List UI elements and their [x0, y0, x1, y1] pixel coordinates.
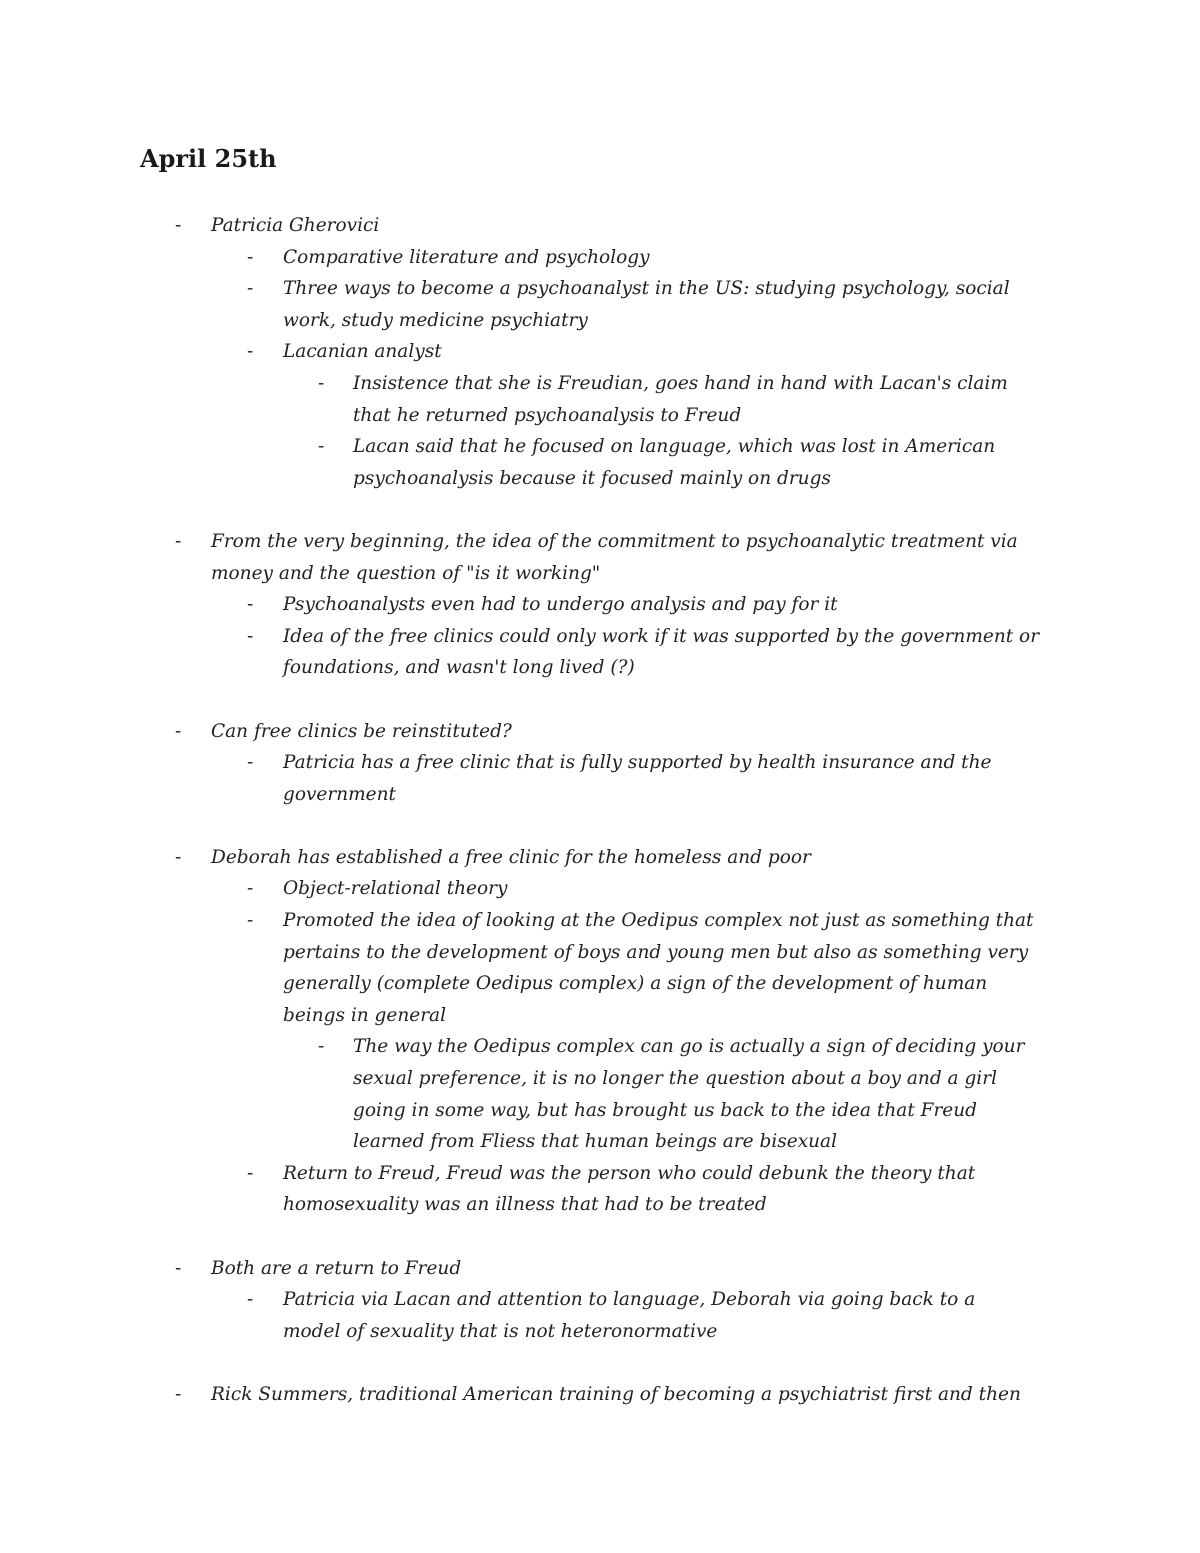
- note-text: learned from Fliess that human beings are bisexual: [353, 1131, 837, 1153]
- note-line: [0, 1031, 1200, 1063]
- bullet-dash: -: [175, 215, 182, 236]
- note-text: The way the Oedipus complex can go is actually a sign of deciding your: [353, 1036, 1025, 1058]
- note-text: Deborah has established a free clinic for the homeless and poor: [211, 846, 811, 868]
- blank-line: [0, 684, 1200, 716]
- bullet-dash: -: [318, 372, 325, 394]
- note-line: [0, 842, 1200, 874]
- note-text: Return to Freud, Freud was the person who could debunk the theory that: [283, 1162, 976, 1184]
- note-line: [0, 1126, 1200, 1158]
- note-text: model of sexuality that is not heteronormative: [283, 1320, 718, 1342]
- blank-line: [0, 1221, 1200, 1253]
- blank-line: [0, 1347, 1200, 1379]
- note-text: pertains to the development of boys and young men but also as something very: [283, 941, 1029, 963]
- note-text: Lacan said that he focused on language, which was lost in American: [353, 436, 996, 458]
- bullet-dash: -: [175, 720, 182, 742]
- bullet-dash: -: [247, 1289, 254, 1311]
- note-line: [0, 1284, 1200, 1316]
- bullet-dash: -: [247, 910, 254, 932]
- note-line: [0, 589, 1200, 621]
- note-line: [0, 652, 1200, 684]
- note-line: [0, 463, 1200, 495]
- note-line: [0, 242, 1200, 274]
- note-text: Patricia has a free clinic that is fully supported by health insurance and the: [283, 752, 992, 774]
- note-text: Psychoanalysts even had to undergo analysis and pay for it: [283, 594, 838, 616]
- note-text: From the very beginning, the idea of the commitment to psychoanalytic treatment via: [211, 530, 1018, 552]
- note-text: Lacanian analyst: [283, 341, 442, 363]
- note-text: beings in general: [283, 1004, 446, 1026]
- note-line: [0, 368, 1200, 400]
- note-text: money and the question of "is it working": [211, 562, 601, 584]
- note-text: work, study medicine psychiatry: [283, 309, 588, 331]
- note-text: Object-relational theory: [283, 878, 508, 900]
- bullet-dash: -: [247, 278, 254, 300]
- note-text: Insistence that she is Freudian, goes hand in hand with Lacan's claim: [353, 372, 1008, 394]
- note-text: Promoted the idea of looking at the Oedipus complex not just as something that: [283, 910, 1034, 932]
- note-line: [0, 1253, 1200, 1285]
- note-line: [0, 873, 1200, 905]
- note-text: going in some way, but has brought us back to the idea that Freud: [353, 1099, 978, 1121]
- note-line: [0, 937, 1200, 969]
- note-text: sexual preference, it is no longer the question about a boy and a girl: [353, 1068, 997, 1090]
- note-line: [0, 1063, 1200, 1095]
- bullet-dash: -: [247, 878, 254, 900]
- note-text: generally (complete Oedipus complex) a sign of the development of human: [283, 973, 988, 995]
- note-line: [0, 1379, 1200, 1411]
- bullet-dash: -: [175, 1383, 182, 1405]
- bullet-dash: -: [318, 436, 325, 458]
- note-line: [0, 1095, 1200, 1127]
- note-line: [0, 558, 1200, 590]
- notes-list: [0, 210, 1200, 1411]
- note-line: [0, 1316, 1200, 1348]
- note-line: [0, 779, 1200, 811]
- document-title: April 25th: [140, 144, 277, 173]
- blank-line: [0, 494, 1200, 526]
- blank-line: [0, 810, 1200, 842]
- note-line: [0, 431, 1200, 463]
- note-line: [0, 526, 1200, 558]
- note-line: [0, 210, 1200, 242]
- note-line: [0, 1158, 1200, 1190]
- note-line: [0, 273, 1200, 305]
- note-text: homosexuality was an illness that had to be treated: [283, 1194, 767, 1216]
- note-line: [0, 400, 1200, 432]
- note-line: [0, 905, 1200, 937]
- bullet-dash: -: [175, 530, 182, 552]
- note-text: foundations, and wasn't long lived (?): [283, 657, 635, 679]
- note-line: [0, 747, 1200, 779]
- note-text: Patricia Gherovici: [211, 215, 380, 236]
- note-text: Idea of the free clinics could only work if it was supported by the government or: [283, 625, 1040, 647]
- bullet-dash: -: [247, 625, 254, 647]
- note-line: [0, 968, 1200, 1000]
- bullet-dash: -: [175, 1257, 182, 1279]
- bullet-dash: -: [247, 752, 254, 774]
- note-text: psychoanalysis because it focused mainly on drugs: [353, 467, 831, 489]
- note-text: Patricia via Lacan and attention to language, Deborah via going back to a: [283, 1289, 976, 1311]
- bullet-dash: -: [247, 594, 254, 616]
- note-line: [0, 716, 1200, 748]
- note-line: [0, 621, 1200, 653]
- bullet-dash: -: [247, 1162, 254, 1184]
- note-text: Can free clinics be reinstituted?: [211, 720, 512, 742]
- note-line: [0, 1189, 1200, 1221]
- bullet-dash: -: [247, 246, 254, 268]
- bullet-dash: -: [247, 341, 254, 363]
- note-text: Three ways to become a psychoanalyst in the US: studying psychology, social: [283, 278, 1010, 300]
- note-text: that he returned psychoanalysis to Freud: [353, 404, 742, 426]
- bullet-dash: -: [318, 1036, 325, 1058]
- note-line: [0, 1000, 1200, 1032]
- note-line: [0, 305, 1200, 337]
- bullet-dash: -: [175, 846, 182, 868]
- note-text: Rick Summers, traditional American training of becoming a psychiatrist first and then: [211, 1383, 1021, 1405]
- note-text: Comparative literature and psychology: [283, 246, 650, 268]
- note-text: government: [283, 783, 396, 805]
- note-text: Both are a return to Freud: [211, 1257, 462, 1279]
- note-line: [0, 336, 1200, 368]
